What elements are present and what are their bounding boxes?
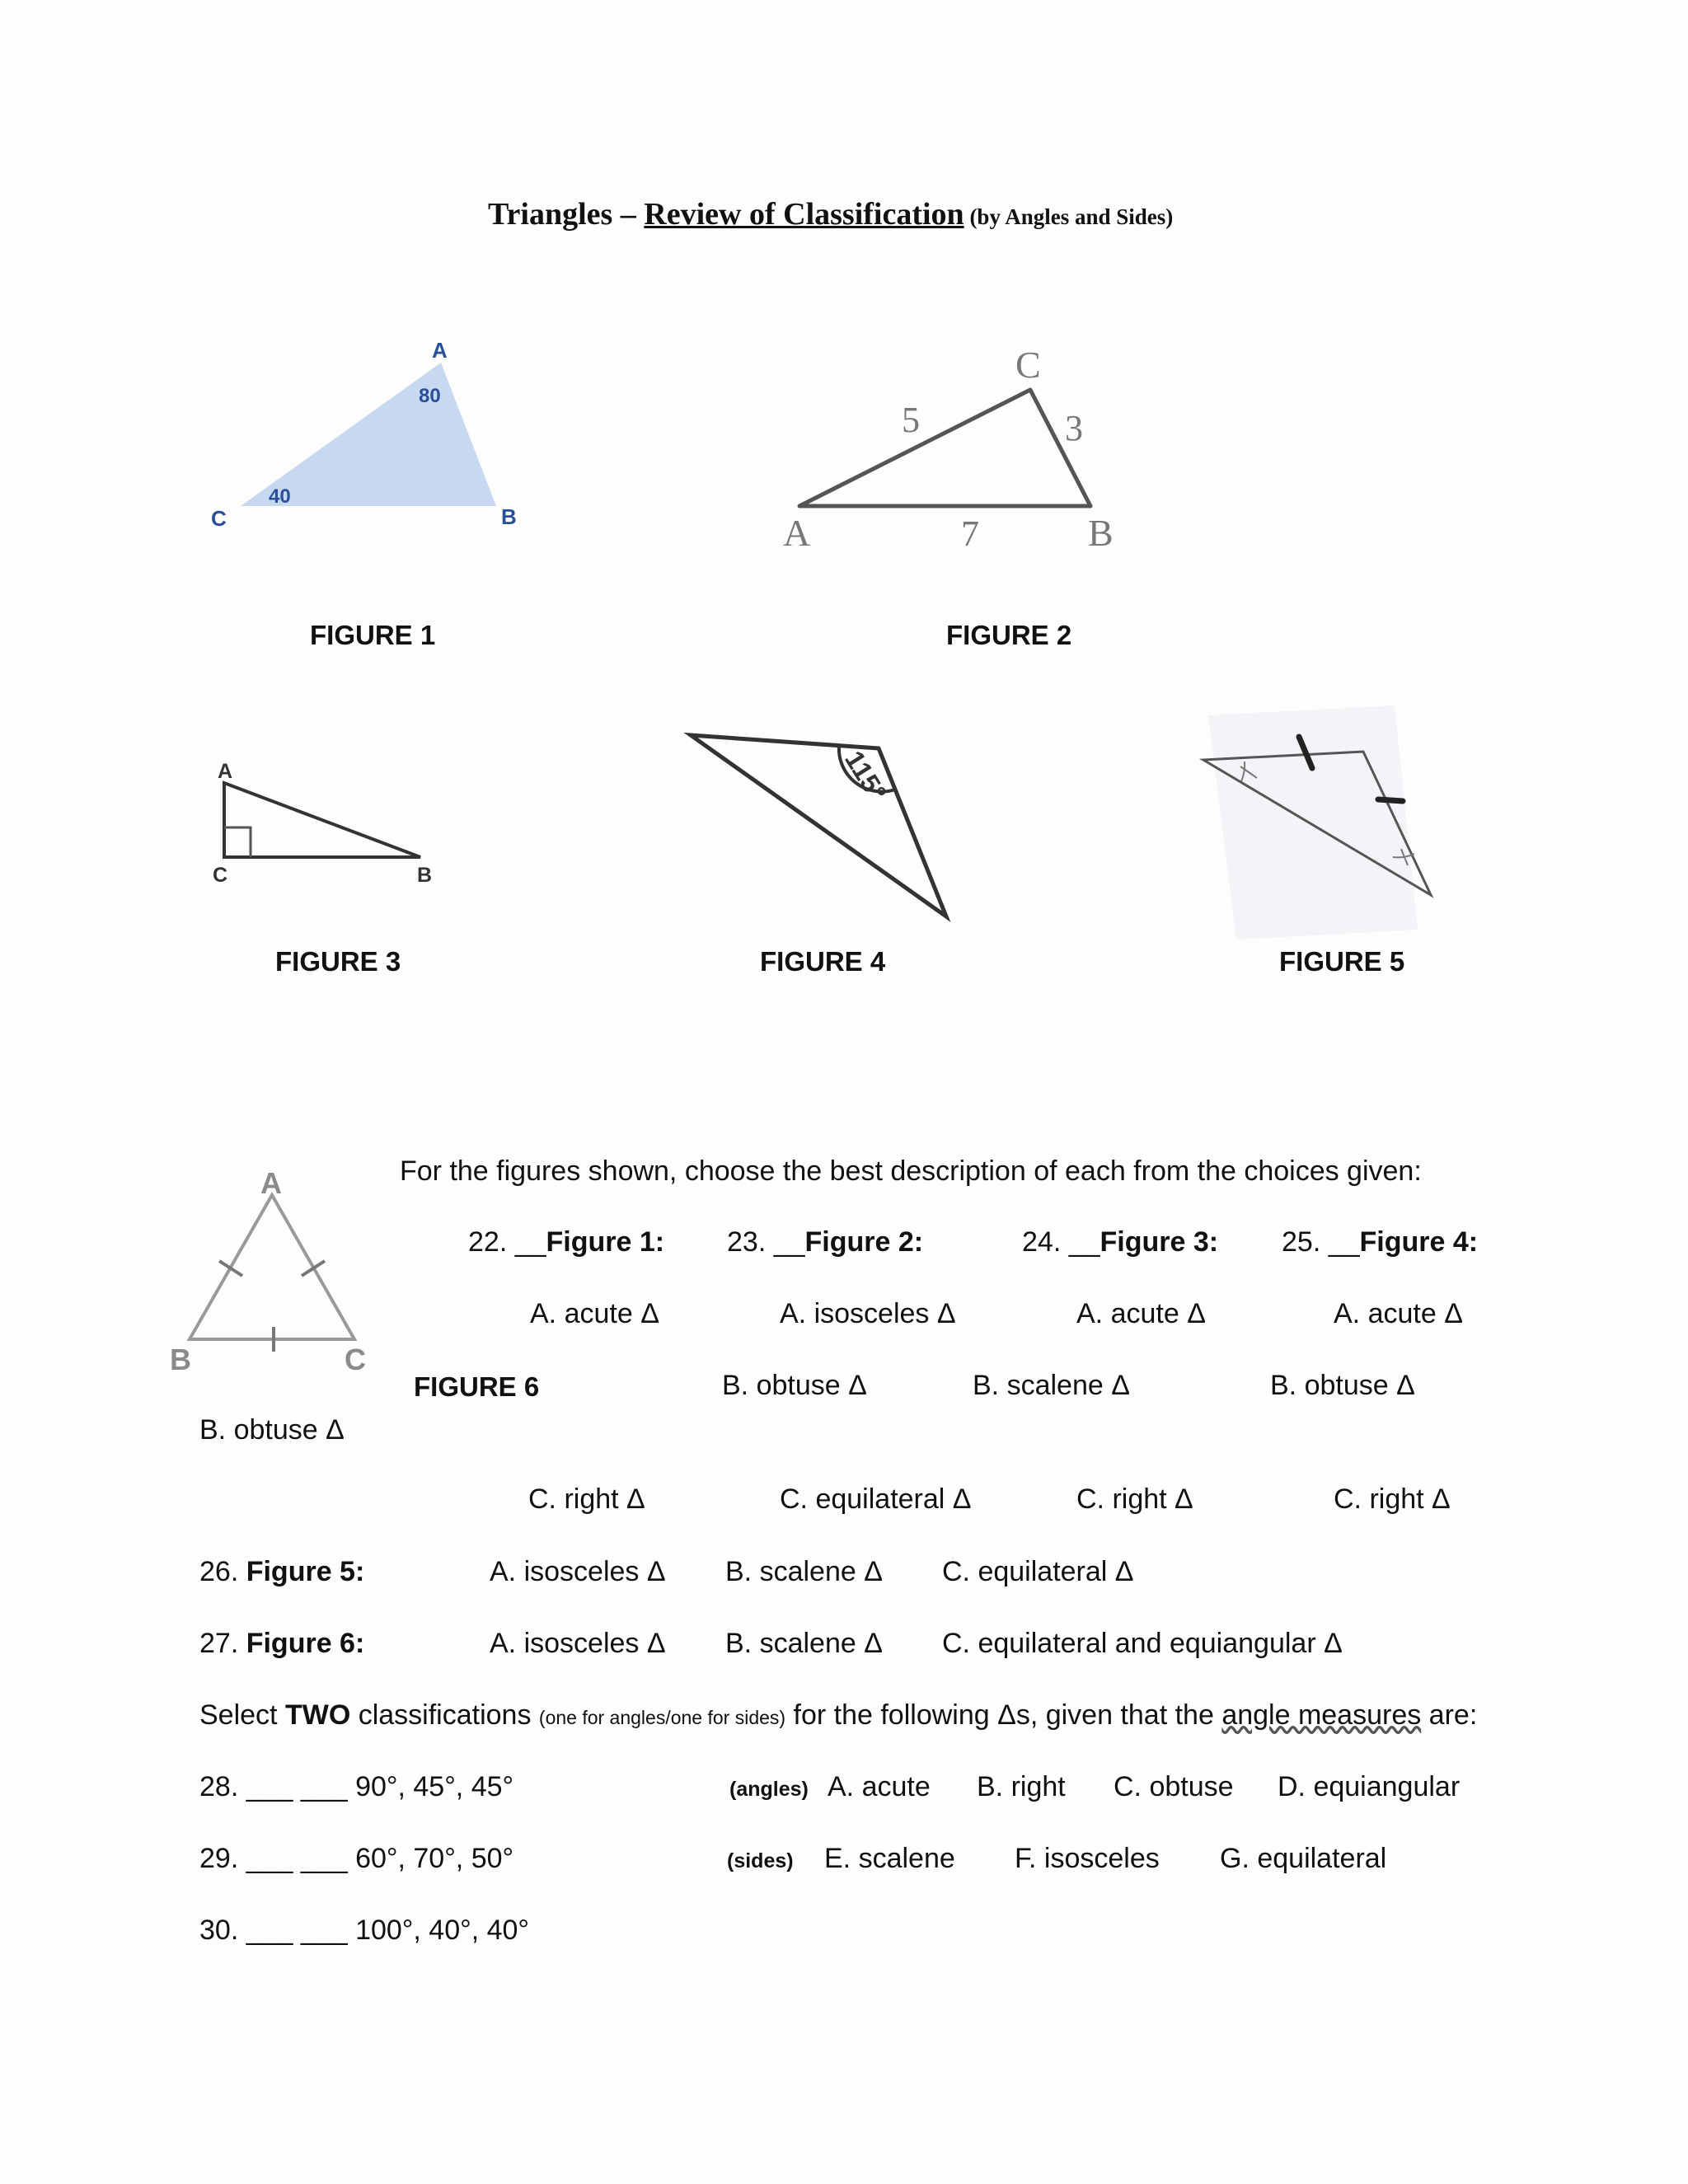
select-underlined: angle measures	[1221, 1699, 1422, 1731]
fig1-vertex-a: A	[432, 338, 448, 363]
question-26-header	[199, 1556, 364, 1588]
q25-num: 25. __	[1282, 1226, 1360, 1258]
fig2-vertex-c: C	[1015, 344, 1041, 386]
item-30-angles: 100°, 40°, 40°	[355, 1915, 530, 1946]
item-29-angles: 60°, 70°, 50°	[355, 1843, 514, 1874]
figure-3-label: FIGURE 3	[275, 946, 401, 977]
q23-choice-b: B. obtuse Δ	[722, 1370, 867, 1401]
q26-choice-b: B. scalene Δ	[725, 1556, 883, 1587]
q24-num: 24. __	[1022, 1226, 1100, 1258]
fig2-side-5: 5	[902, 400, 920, 440]
question-22-header	[468, 1226, 664, 1258]
q22-num: 22. __	[468, 1226, 546, 1258]
instructions-text: For the figures shown, choose the best description of each from the choices given:	[400, 1155, 1422, 1187]
q22-choice-a: A. acute Δ	[530, 1298, 659, 1329]
q27-choice-b: B. scalene Δ	[725, 1628, 883, 1659]
question-24-header	[1022, 1226, 1218, 1258]
title-suffix: (by Angles and Sides)	[964, 204, 1174, 229]
angle-choice-right: B. right	[977, 1771, 1066, 1802]
fig4-angle-label: 115°	[839, 745, 893, 807]
q25-choice-c: C. right Δ	[1334, 1483, 1451, 1515]
item-28	[199, 1771, 513, 1803]
q25-choice-a: A. acute Δ	[1334, 1298, 1463, 1329]
q25-label: Figure 4:	[1359, 1226, 1479, 1258]
q26-choice-a: A. isosceles Δ	[490, 1556, 666, 1587]
fig3-vertex-a: A	[218, 760, 233, 783]
angles-tag: (angles)	[729, 1778, 809, 1801]
item-29-num: 29.	[199, 1843, 239, 1874]
q23-num: 23. __	[727, 1226, 805, 1258]
question-27-header	[199, 1628, 364, 1660]
angle-choice-acute: A. acute	[828, 1771, 931, 1802]
fig2-side-7: 7	[961, 513, 979, 554]
q24-choice-b: B. scalene Δ	[973, 1370, 1130, 1401]
item-29	[199, 1843, 513, 1875]
fig2-vertex-a: A	[783, 512, 811, 554]
question-25-header	[1282, 1226, 1478, 1258]
select-small: (one for angles/one for sides)	[538, 1707, 786, 1728]
q24-choice-c: C. right Δ	[1076, 1483, 1193, 1515]
item-30-blanks: ___ ___	[246, 1915, 348, 1946]
item-29-blanks: ___ ___	[246, 1843, 348, 1874]
fig3-vertex-b: B	[417, 864, 433, 887]
item-30-num: 30.	[199, 1915, 239, 1946]
q23-choice-a: A. isosceles Δ	[780, 1298, 956, 1329]
select-end: are:	[1421, 1699, 1478, 1731]
q22-choice-b: B. obtuse Δ	[199, 1414, 345, 1446]
q22-choice-c: C. right Δ	[528, 1483, 645, 1515]
fig6-vertex-b: B	[170, 1343, 191, 1376]
q26-num: 26.	[199, 1556, 239, 1587]
q27-choice-c: C. equilateral and equiangular Δ	[942, 1628, 1343, 1659]
angle-choice-equiangular: D. equiangular	[1278, 1771, 1461, 1802]
angle-choice-obtuse: C. obtuse	[1114, 1771, 1234, 1802]
fig1-angle-c-label: 40	[269, 485, 291, 508]
q25-choice-b: B. obtuse Δ	[1270, 1370, 1415, 1401]
figure-2-label: FIGURE 2	[946, 620, 1072, 650]
fig3-vertex-c: C	[213, 864, 228, 887]
figure-5-label: FIGURE 5	[1279, 946, 1405, 977]
q26-choice-c: C. equilateral Δ	[942, 1556, 1134, 1587]
question-23-header	[727, 1226, 923, 1258]
item-28-angles: 90°, 45°, 45°	[355, 1771, 514, 1802]
q27-label: Figure 6:	[246, 1628, 365, 1659]
sides-tag: (sides)	[727, 1849, 794, 1872]
select-bold: TWO	[284, 1699, 351, 1731]
figure-1-label: FIGURE 1	[310, 620, 436, 650]
q27-num: 27.	[199, 1628, 239, 1659]
fig2-vertex-b: B	[1088, 512, 1114, 554]
q22-label: Figure 1:	[546, 1226, 665, 1258]
q24-choice-a: A. acute Δ	[1076, 1298, 1206, 1329]
fig2-side-3: 3	[1065, 408, 1083, 448]
fig1-angle-a-label: 80	[419, 385, 441, 407]
select-before: Select	[199, 1699, 285, 1731]
q24-label: Figure 3:	[1100, 1226, 1219, 1258]
figure-6-label: FIGURE 6	[414, 1371, 540, 1402]
title-prefix: Triangles –	[488, 197, 645, 232]
item-30	[199, 1915, 529, 1947]
item-28-num: 28.	[199, 1771, 239, 1802]
side-choice-isosceles: F. isosceles	[1015, 1843, 1160, 1874]
fig1-vertex-c: C	[211, 506, 227, 531]
fig1-vertex-b: B	[501, 504, 517, 529]
select-mid: classifications	[350, 1699, 539, 1731]
q27-choice-a: A. isosceles Δ	[490, 1628, 666, 1659]
side-choice-equilateral: G. equilateral	[1220, 1843, 1387, 1874]
fig6-vertex-a: A	[260, 1166, 282, 1200]
figure-4-label: FIGURE 4	[760, 946, 886, 977]
q23-choice-c: C. equilateral Δ	[780, 1483, 972, 1515]
q26-label: Figure 5:	[246, 1556, 365, 1587]
select-two-instructions	[199, 1699, 1477, 1732]
side-choice-scalene: E. scalene	[824, 1843, 955, 1874]
select-after: for the following Δs, given that the	[785, 1699, 1222, 1731]
q23-label: Figure 2:	[804, 1226, 924, 1258]
fig6-vertex-c: C	[345, 1343, 366, 1376]
item-28-blanks: ___ ___	[246, 1771, 348, 1802]
title-main: Review of Classification	[644, 197, 964, 232]
